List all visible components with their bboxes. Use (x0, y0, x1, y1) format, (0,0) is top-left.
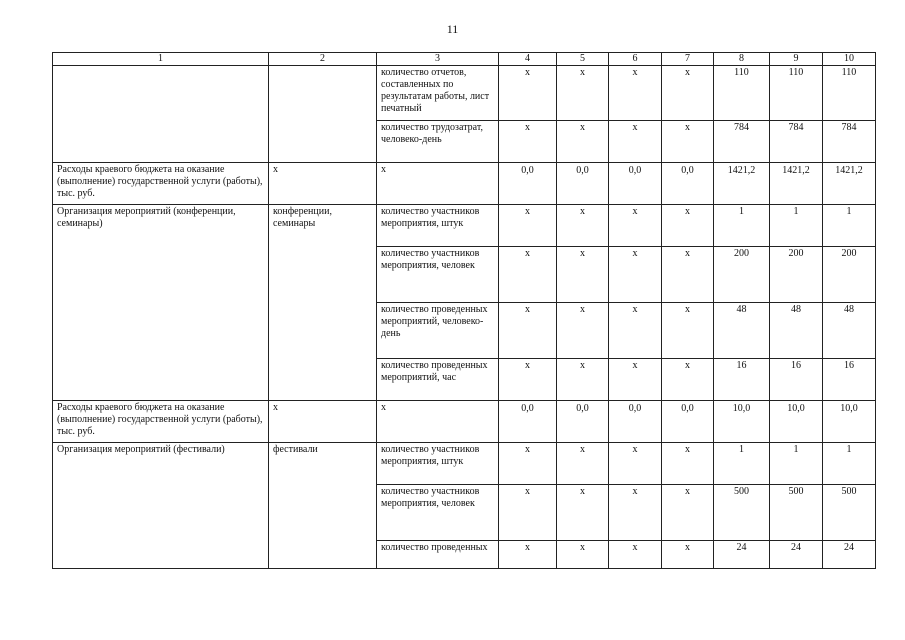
value-cell: x (499, 443, 557, 485)
value-cell: 1 (823, 443, 876, 485)
column-number: 9 (770, 53, 823, 66)
value-cell: 0,0 (609, 401, 662, 443)
column-number: 7 (662, 53, 714, 66)
value-cell: x (499, 303, 557, 359)
value-cell: 24 (823, 541, 876, 569)
value-cell: x (499, 541, 557, 569)
service-content-cell: x (269, 401, 377, 443)
value-cell: 16 (823, 359, 876, 401)
value-cell: 500 (714, 485, 770, 541)
value-cell: x (557, 205, 609, 247)
value-cell: 1 (714, 443, 770, 485)
indicator-cell: количество отчетов, составленных по результатам работы, лист печатный (377, 66, 499, 121)
column-number: 10 (823, 53, 876, 66)
indicator-cell: количество проведенных (377, 541, 499, 569)
table-row (53, 401, 876, 443)
value-cell: 110 (714, 66, 770, 121)
value-cell: 784 (714, 121, 770, 163)
value-cell: x (557, 66, 609, 121)
column-number: 8 (714, 53, 770, 66)
indicator-cell: количество проведенных мероприятий, человеко-день (377, 303, 499, 359)
value-cell: x (557, 443, 609, 485)
value-cell: 0,0 (499, 401, 557, 443)
value-cell: 10,0 (770, 401, 823, 443)
value-cell: x (609, 303, 662, 359)
column-number: 6 (609, 53, 662, 66)
value-cell: x (609, 541, 662, 569)
service-content-cell (269, 66, 377, 163)
value-cell: x (609, 205, 662, 247)
value-cell: 0,0 (662, 401, 714, 443)
column-number: 1 (53, 53, 269, 66)
indicator-cell: количество проведенных мероприятий, час (377, 359, 499, 401)
value-cell: 10,0 (823, 401, 876, 443)
value-cell: x (557, 485, 609, 541)
value-cell: x (499, 247, 557, 303)
value-cell: x (662, 303, 714, 359)
indicator-cell: количество участников мероприятия, человек (377, 485, 499, 541)
indicator-cell: x (377, 401, 499, 443)
value-cell: 0,0 (662, 163, 714, 205)
value-cell: x (499, 121, 557, 163)
table-row (53, 443, 876, 485)
table-row (53, 205, 876, 247)
value-cell: x (609, 359, 662, 401)
budget-label-cell: Расходы краевого бюджета на оказание (выполнение) государственной услуги (работы), тыс. руб. (53, 163, 269, 205)
value-cell: 48 (770, 303, 823, 359)
value-cell: 1 (714, 205, 770, 247)
value-cell: 1421,2 (823, 163, 876, 205)
value-cell: 0,0 (557, 163, 609, 205)
value-cell: x (662, 541, 714, 569)
value-cell: 200 (823, 247, 876, 303)
indicator-cell: x (377, 163, 499, 205)
value-cell: 1421,2 (714, 163, 770, 205)
column-number: 4 (499, 53, 557, 66)
value-cell: x (499, 66, 557, 121)
value-cell: 784 (770, 121, 823, 163)
value-cell: 1 (770, 205, 823, 247)
value-cell: x (662, 121, 714, 163)
value-cell: x (557, 121, 609, 163)
service-name-cell: Организация мероприятий (конференции, семинары) (53, 205, 269, 401)
value-cell: x (557, 359, 609, 401)
column-number-row (53, 53, 876, 66)
value-cell: 200 (770, 247, 823, 303)
page-number: 11 (446, 22, 459, 36)
value-cell: 0,0 (609, 163, 662, 205)
value-cell: 110 (823, 66, 876, 121)
value-cell: x (499, 205, 557, 247)
data-table (52, 52, 876, 569)
value-cell: 24 (714, 541, 770, 569)
value-cell: 24 (770, 541, 823, 569)
value-cell: 1 (823, 205, 876, 247)
value-cell: 1 (770, 443, 823, 485)
value-cell: 0,0 (499, 163, 557, 205)
value-cell: x (662, 66, 714, 121)
value-cell: x (662, 485, 714, 541)
value-cell: 200 (714, 247, 770, 303)
value-cell: x (662, 443, 714, 485)
value-cell: x (609, 247, 662, 303)
value-cell: 48 (823, 303, 876, 359)
value-cell: 784 (823, 121, 876, 163)
value-cell: x (662, 205, 714, 247)
indicator-cell: количество участников мероприятия, человек (377, 247, 499, 303)
value-cell: 16 (770, 359, 823, 401)
value-cell: 0,0 (557, 401, 609, 443)
value-cell: 48 (714, 303, 770, 359)
value-cell: x (557, 541, 609, 569)
value-cell: x (499, 359, 557, 401)
service-name-cell: Организация мероприятий (фестивали) (53, 443, 269, 569)
budget-label-cell: Расходы краевого бюджета на оказание (выполнение) государственной услуги (работы), тыс. руб. (53, 401, 269, 443)
value-cell: 16 (714, 359, 770, 401)
service-content-cell: конференции, семинары (269, 205, 377, 401)
indicator-cell: количество участников мероприятия, штук (377, 443, 499, 485)
value-cell: x (557, 303, 609, 359)
indicator-cell: количество трудозатрат, человеко-день (377, 121, 499, 163)
column-number: 5 (557, 53, 609, 66)
value-cell: x (609, 485, 662, 541)
table-row (53, 163, 876, 205)
service-name-cell (53, 66, 269, 163)
value-cell: x (609, 66, 662, 121)
table-row (53, 66, 876, 121)
value-cell: x (609, 121, 662, 163)
service-content-cell: x (269, 163, 377, 205)
value-cell: x (557, 247, 609, 303)
value-cell: 500 (770, 485, 823, 541)
value-cell: x (662, 247, 714, 303)
column-number: 2 (269, 53, 377, 66)
service-content-cell: фестивали (269, 443, 377, 569)
column-number: 3 (377, 53, 499, 66)
indicator-cell: количество участников мероприятия, штук (377, 205, 499, 247)
value-cell: 500 (823, 485, 876, 541)
value-cell: 1421,2 (770, 163, 823, 205)
value-cell: x (609, 443, 662, 485)
value-cell: 110 (770, 66, 823, 121)
value-cell: x (662, 359, 714, 401)
value-cell: x (499, 485, 557, 541)
value-cell: 10,0 (714, 401, 770, 443)
